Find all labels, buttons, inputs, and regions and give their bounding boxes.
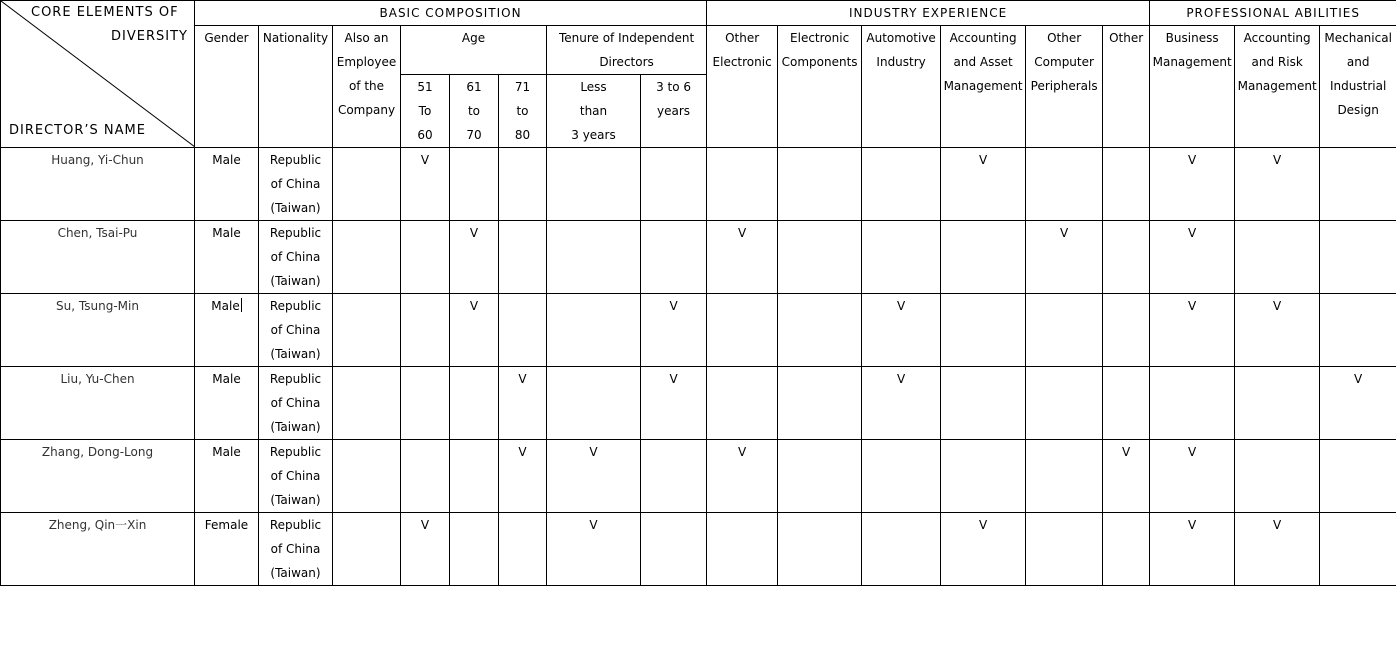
check-mark: V bbox=[897, 372, 906, 386]
cell-employee bbox=[333, 294, 401, 367]
cell-mechanical-industrial-design bbox=[1320, 513, 1396, 586]
header-line: Accounting bbox=[949, 31, 1017, 45]
header-line: 70 bbox=[466, 128, 482, 142]
nationality-line: of China bbox=[270, 177, 321, 191]
nationality-line: of China bbox=[270, 323, 321, 337]
check-mark: V bbox=[1188, 518, 1197, 532]
cell-accounting-risk-management bbox=[1235, 148, 1320, 221]
cell-age-51-60 bbox=[401, 221, 450, 294]
cell-age-51-60 bbox=[401, 367, 450, 440]
cell-other-computer-peripherals bbox=[1026, 440, 1103, 513]
cell-other-electronic bbox=[707, 294, 778, 367]
header-other-electronic bbox=[707, 26, 778, 148]
cell-accounting-asset-management bbox=[941, 440, 1026, 513]
director-name: Su, Tsung-Min bbox=[1, 294, 195, 367]
cell-mechanical-industrial-design bbox=[1320, 367, 1396, 440]
cell-other bbox=[1103, 367, 1150, 440]
cell-other-electronic bbox=[707, 221, 778, 294]
cell-age-71-80 bbox=[499, 148, 547, 221]
corner-diversity-label: DIVERSITY bbox=[111, 29, 188, 44]
cell-tenure-less-than-3 bbox=[547, 294, 641, 367]
header-line: Other bbox=[1047, 31, 1082, 45]
cell-automotive-industry bbox=[862, 513, 941, 586]
header-line: 61 bbox=[466, 80, 482, 94]
cell-automotive-industry bbox=[862, 294, 941, 367]
header-accounting-risk-management bbox=[1235, 26, 1320, 148]
director-nationality bbox=[259, 294, 333, 367]
cell-electronic-components bbox=[778, 513, 862, 586]
header-employee bbox=[333, 26, 401, 148]
header-line: to bbox=[467, 104, 481, 118]
header-line: Mechanical bbox=[1324, 31, 1392, 45]
cell-electronic-components bbox=[778, 148, 862, 221]
header-line: Management bbox=[1237, 79, 1317, 93]
header-line: 80 bbox=[514, 128, 531, 142]
check-mark: V bbox=[1354, 372, 1363, 386]
header-line: Electronic bbox=[790, 31, 850, 45]
cell-other-computer-peripherals bbox=[1026, 221, 1103, 294]
header-line: years bbox=[657, 104, 691, 118]
header-other: Other bbox=[1103, 26, 1150, 148]
cell-tenure-less-than-3 bbox=[547, 221, 641, 294]
header-business-management bbox=[1150, 26, 1235, 148]
cell-other bbox=[1103, 513, 1150, 586]
director-gender bbox=[195, 148, 259, 221]
cell-tenure-3-to-6 bbox=[641, 294, 707, 367]
text-cursor bbox=[241, 298, 242, 312]
director-nationality bbox=[259, 367, 333, 440]
table-row bbox=[1, 221, 1396, 294]
cell-tenure-3-to-6 bbox=[641, 221, 707, 294]
cell-other bbox=[1103, 221, 1150, 294]
header-line: Company bbox=[337, 103, 396, 117]
group-basic-composition: BASIC COMPOSITION bbox=[195, 1, 707, 26]
director-name: Chen, Tsai-Pu bbox=[1, 221, 195, 294]
check-mark: V bbox=[589, 445, 598, 459]
header-line: Computer bbox=[1034, 55, 1094, 69]
header-line: Electronic bbox=[712, 55, 772, 69]
cell-tenure-less-than-3 bbox=[547, 148, 641, 221]
header-age: Age bbox=[401, 26, 547, 75]
table-row bbox=[1, 440, 1396, 513]
cell-age-71-80 bbox=[499, 221, 547, 294]
cell-age-61-70 bbox=[450, 294, 499, 367]
header-line: 71 bbox=[514, 80, 531, 94]
header-nationality: Nationality bbox=[259, 26, 333, 148]
check-mark: V bbox=[1060, 226, 1069, 240]
cell-other bbox=[1103, 440, 1150, 513]
header-gender: Gender bbox=[195, 26, 259, 148]
check-mark: V bbox=[1188, 299, 1197, 313]
cell-accounting-risk-management bbox=[1235, 513, 1320, 586]
cell-age-71-80 bbox=[499, 440, 547, 513]
cell-other-computer-peripherals bbox=[1026, 148, 1103, 221]
cell-employee bbox=[333, 221, 401, 294]
nationality-line: Republic bbox=[269, 299, 322, 313]
cell-accounting-asset-management bbox=[941, 148, 1026, 221]
group-industry-experience: INDUSTRY EXPERIENCE bbox=[707, 1, 1150, 26]
cell-other bbox=[1103, 294, 1150, 367]
director-name: Liu, Yu-Chen bbox=[1, 367, 195, 440]
gender-value: Male bbox=[212, 226, 241, 240]
header-line: Employee bbox=[336, 55, 397, 69]
cell-other-electronic bbox=[707, 513, 778, 586]
cell-electronic-components bbox=[778, 440, 862, 513]
cell-accounting-asset-management bbox=[941, 367, 1026, 440]
header-line: Tenure of Independent bbox=[558, 31, 695, 45]
cell-age-51-60 bbox=[401, 513, 450, 586]
header-age-51-60 bbox=[401, 75, 450, 148]
header-age-61-70 bbox=[450, 75, 499, 148]
director-gender bbox=[195, 294, 259, 367]
cell-other-computer-peripherals bbox=[1026, 367, 1103, 440]
cell-tenure-3-to-6 bbox=[641, 440, 707, 513]
director-gender bbox=[195, 367, 259, 440]
cell-age-51-60 bbox=[401, 294, 450, 367]
header-automotive-industry bbox=[862, 26, 941, 148]
cell-accounting-asset-management bbox=[941, 513, 1026, 586]
check-mark: V bbox=[1188, 153, 1197, 167]
check-mark: V bbox=[589, 518, 598, 532]
gender-value: Female bbox=[204, 518, 249, 532]
cell-business-management bbox=[1150, 367, 1235, 440]
cell-tenure-3-to-6 bbox=[641, 367, 707, 440]
header-tenure-3-to-6 bbox=[641, 75, 707, 148]
director-nationality bbox=[259, 440, 333, 513]
director-name: Zhang, Dong-Long bbox=[1, 440, 195, 513]
cell-age-51-60 bbox=[401, 148, 450, 221]
check-mark: V bbox=[469, 226, 479, 240]
header-line: 51 bbox=[417, 80, 433, 94]
cell-accounting-risk-management bbox=[1235, 294, 1320, 367]
cell-business-management bbox=[1150, 294, 1235, 367]
header-line: Also an bbox=[344, 31, 389, 45]
table-row bbox=[1, 294, 1396, 367]
cell-age-71-80 bbox=[499, 367, 547, 440]
check-mark: V bbox=[1273, 299, 1282, 313]
cell-age-61-70 bbox=[450, 148, 499, 221]
director-name: Zheng, Qin一Xin bbox=[1, 513, 195, 586]
cell-accounting-risk-management bbox=[1235, 367, 1320, 440]
check-mark: V bbox=[518, 445, 527, 459]
cell-tenure-less-than-3 bbox=[547, 367, 641, 440]
check-mark: V bbox=[1273, 518, 1282, 532]
cell-employee bbox=[333, 513, 401, 586]
cell-employee bbox=[333, 440, 401, 513]
nationality-line: Republic bbox=[269, 372, 322, 386]
nationality-line: of China bbox=[270, 542, 321, 556]
cell-age-61-70 bbox=[450, 513, 499, 586]
cell-tenure-less-than-3 bbox=[547, 513, 641, 586]
gender-value: Male bbox=[212, 372, 241, 386]
gender-value: Male bbox=[212, 445, 241, 459]
check-mark: V bbox=[1273, 153, 1282, 167]
header-line: Accounting bbox=[1243, 31, 1311, 45]
nationality-line: (Taiwan) bbox=[270, 493, 321, 507]
cell-accounting-risk-management bbox=[1235, 221, 1320, 294]
cell-business-management bbox=[1150, 513, 1235, 586]
nationality-line: (Taiwan) bbox=[270, 566, 321, 580]
check-mark: V bbox=[979, 518, 988, 532]
nationality-line: (Taiwan) bbox=[270, 347, 321, 361]
cell-employee bbox=[333, 367, 401, 440]
header-line: and Risk bbox=[1251, 55, 1303, 69]
cell-age-71-80 bbox=[499, 513, 547, 586]
check-mark: V bbox=[1188, 445, 1197, 459]
header-line: Other bbox=[725, 31, 760, 45]
cell-accounting-asset-management bbox=[941, 221, 1026, 294]
nationality-line: (Taiwan) bbox=[270, 274, 321, 288]
header-line: 3 to 6 bbox=[656, 80, 692, 94]
nationality-line: of China bbox=[270, 396, 321, 410]
check-mark: V bbox=[669, 372, 678, 386]
cell-accounting-risk-management bbox=[1235, 440, 1320, 513]
header-line: and bbox=[1346, 55, 1370, 69]
cell-tenure-3-to-6 bbox=[641, 148, 707, 221]
cell-other-electronic bbox=[707, 148, 778, 221]
header-line: To bbox=[418, 104, 432, 118]
director-name: Huang, Yi-Chun bbox=[1, 148, 195, 221]
check-mark: V bbox=[518, 372, 527, 386]
table-row bbox=[1, 367, 1396, 440]
check-mark: V bbox=[979, 153, 988, 167]
header-mechanical-industrial-design bbox=[1320, 26, 1396, 148]
cell-other-electronic bbox=[707, 440, 778, 513]
nationality-line: Republic bbox=[269, 153, 322, 167]
check-mark: V bbox=[1188, 226, 1197, 240]
check-mark: V bbox=[420, 518, 430, 532]
header-line: to bbox=[516, 104, 529, 118]
header-line: than bbox=[579, 104, 608, 118]
nationality-line: Republic bbox=[269, 445, 322, 459]
header-other-computer-peripherals bbox=[1026, 26, 1103, 148]
cell-automotive-industry bbox=[862, 367, 941, 440]
cell-age-71-80 bbox=[499, 294, 547, 367]
header-line: Management bbox=[943, 79, 1023, 93]
header-line: Management bbox=[1152, 55, 1232, 69]
header-tenure-less-than-3 bbox=[547, 75, 641, 148]
cell-mechanical-industrial-design bbox=[1320, 294, 1396, 367]
check-mark: V bbox=[738, 445, 747, 459]
cell-accounting-asset-management bbox=[941, 294, 1026, 367]
cell-other-computer-peripherals bbox=[1026, 294, 1103, 367]
cell-business-management bbox=[1150, 440, 1235, 513]
check-mark: V bbox=[897, 299, 906, 313]
gender-value: Male bbox=[211, 299, 240, 313]
check-mark: V bbox=[669, 299, 678, 313]
header-accounting-asset-management bbox=[941, 26, 1026, 148]
cell-business-management bbox=[1150, 148, 1235, 221]
corner-core-elements-label: CORE ELEMENTS OF bbox=[31, 5, 179, 20]
cell-electronic-components bbox=[778, 294, 862, 367]
nationality-line: (Taiwan) bbox=[270, 201, 321, 215]
corner-director-name-label: DIRECTOR’S NAME bbox=[9, 123, 146, 138]
director-gender bbox=[195, 440, 259, 513]
cell-mechanical-industrial-design bbox=[1320, 221, 1396, 294]
nationality-line: of China bbox=[270, 250, 321, 264]
header-line: Directors bbox=[599, 55, 654, 69]
cell-age-61-70 bbox=[450, 367, 499, 440]
nationality-line: (Taiwan) bbox=[270, 420, 321, 434]
cell-business-management bbox=[1150, 221, 1235, 294]
gender-value: Male bbox=[212, 153, 241, 167]
check-mark: V bbox=[420, 153, 430, 167]
corner-header-cell bbox=[1, 1, 195, 148]
check-mark: V bbox=[1122, 445, 1131, 459]
header-line: Industrial bbox=[1330, 79, 1387, 93]
cell-other-computer-peripherals bbox=[1026, 513, 1103, 586]
check-mark: V bbox=[738, 226, 747, 240]
cell-age-61-70 bbox=[450, 221, 499, 294]
table-row bbox=[1, 148, 1396, 221]
cell-age-61-70 bbox=[450, 440, 499, 513]
header-electronic-components bbox=[778, 26, 862, 148]
header-tenure bbox=[547, 26, 707, 75]
header-line: of the bbox=[348, 79, 385, 93]
director-nationality bbox=[259, 221, 333, 294]
director-gender bbox=[195, 221, 259, 294]
header-line: 60 bbox=[417, 128, 433, 142]
cell-electronic-components bbox=[778, 221, 862, 294]
header-line: Automotive bbox=[866, 31, 936, 45]
header-line: Less bbox=[580, 80, 607, 94]
cell-tenure-less-than-3 bbox=[547, 440, 641, 513]
header-line: Business bbox=[1165, 31, 1219, 45]
director-nationality bbox=[259, 148, 333, 221]
cell-other-electronic bbox=[707, 367, 778, 440]
header-line: Components bbox=[781, 55, 858, 69]
cell-tenure-3-to-6 bbox=[641, 513, 707, 586]
cell-automotive-industry bbox=[862, 440, 941, 513]
table-row bbox=[1, 513, 1396, 586]
director-gender bbox=[195, 513, 259, 586]
cell-mechanical-industrial-design bbox=[1320, 148, 1396, 221]
cell-age-51-60 bbox=[401, 440, 450, 513]
cell-employee bbox=[333, 148, 401, 221]
cell-other bbox=[1103, 148, 1150, 221]
nationality-line: of China bbox=[270, 469, 321, 483]
cell-automotive-industry bbox=[862, 148, 941, 221]
header-age-71-80 bbox=[499, 75, 547, 148]
header-line: and Asset bbox=[953, 55, 1013, 69]
header-line: Design bbox=[1337, 103, 1379, 117]
header-line: Industry bbox=[876, 55, 926, 69]
header-line: Peripherals bbox=[1030, 79, 1098, 93]
cell-electronic-components bbox=[778, 367, 862, 440]
check-mark: V bbox=[469, 299, 479, 313]
nationality-line: Republic bbox=[269, 226, 322, 240]
cell-automotive-industry bbox=[862, 221, 941, 294]
group-professional-abilities: PROFESSIONAL ABILITIES bbox=[1150, 1, 1396, 26]
header-line: 3 years bbox=[571, 128, 616, 142]
director-nationality bbox=[259, 513, 333, 586]
cell-mechanical-industrial-design bbox=[1320, 440, 1396, 513]
nationality-line: Republic bbox=[269, 518, 322, 532]
